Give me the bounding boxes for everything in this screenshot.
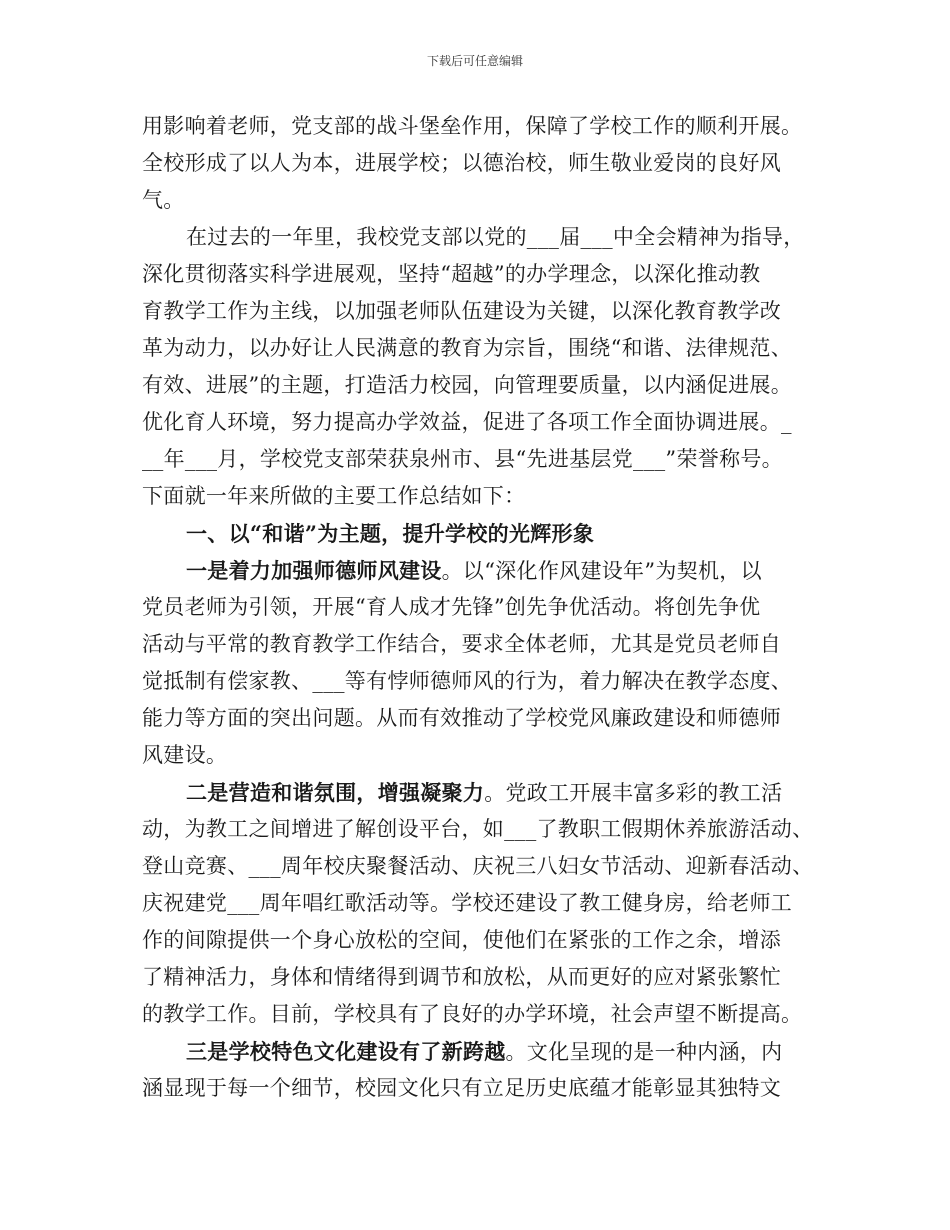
text-line bbox=[142, 1070, 781, 1107]
text-line bbox=[142, 922, 781, 959]
text-line bbox=[186, 774, 782, 811]
line-text: 有效、进展”的主题，打造活力校园，向管理要质量，以内涵促进展。 bbox=[142, 373, 793, 397]
text-line bbox=[142, 996, 802, 1033]
text-line bbox=[142, 182, 185, 219]
line-text: 。党政工开展丰富多彩的教工活 bbox=[484, 781, 783, 805]
text-line bbox=[142, 441, 783, 478]
line-text: 的教学工作。目前，学校具有了良好的办学环境，社会声望不断提高。 bbox=[142, 1002, 803, 1026]
line-text: __年___月，学校党支部荣获泉州市、县“先进基层党___”荣誉称号。 bbox=[142, 447, 783, 471]
text-line bbox=[186, 1033, 782, 1070]
text-line bbox=[142, 885, 792, 922]
line-text: 。文化呈现的是一种内涵，内 bbox=[505, 1040, 783, 1064]
page-header: 下载后可任意编辑 bbox=[426, 54, 523, 68]
text-line bbox=[142, 330, 792, 367]
line-text: 活动与平常的教育教学工作结合，要求全体老师，尤其是党员老师自 bbox=[142, 632, 781, 656]
line-text: 觉抵制有偿家教、___等有悖师德师风的行为，着力解决在教学态度、 bbox=[142, 669, 793, 693]
text-line bbox=[186, 219, 805, 256]
bold-lead-text: 一是着力加强师德师风建设 bbox=[186, 558, 442, 583]
text-line bbox=[142, 108, 802, 145]
text-line bbox=[142, 589, 760, 626]
line-text: 在过去的一年里，我校党支部以党的___届___中全会精神为指导， bbox=[186, 225, 805, 249]
line-text: 。以“深化作风建设年”为契机，以 bbox=[441, 559, 762, 583]
line-text: 作的间隙提供一个身心放松的空间，使他们在紧张的工作之余，增添 bbox=[142, 928, 781, 952]
bold-lead-text: 三是学校特色文化建设有了新跨越 bbox=[186, 1039, 506, 1064]
text-line bbox=[142, 811, 813, 848]
text-line bbox=[142, 959, 781, 996]
line-text: 庆祝建党___周年唱红歌活动等。学校还建设了教工健身房，给老师工 bbox=[142, 891, 793, 915]
line-text: 了精神活力，身体和情绪得到调节和放松，从而更好的应对紧张繁忙 bbox=[142, 965, 781, 989]
line-text: 涵显现于每一个细节，校园文化只有立足历史底蕴才能彰显其独特文 bbox=[142, 1076, 781, 1100]
text-line bbox=[142, 663, 792, 700]
line-text: 下面就一年来所做的主要工作总结如下： bbox=[142, 484, 526, 508]
line-text: 一、以“和谐”为主题，提升学校的光辉形象 bbox=[186, 521, 595, 546]
text-line bbox=[186, 515, 594, 552]
line-text: 气。 bbox=[142, 188, 185, 212]
text-line bbox=[142, 700, 781, 737]
line-text: 登山竞赛、___周年校庆聚餐活动、庆祝三八妇女节活动、迎新春活动、 bbox=[142, 854, 814, 878]
text-line bbox=[142, 478, 525, 515]
line-text: 全校形成了以人为本，进展学校；以德治校，师生敬业爱岗的良好风 bbox=[142, 151, 781, 175]
text-line bbox=[142, 145, 781, 182]
line-text: 深化贯彻落实科学进展观，坚持“超越”的办学理念，以深化推动教 bbox=[142, 262, 761, 286]
line-text: 革为动力，以办好让人民满意的教育为宗旨，围绕“和谐、法律规范、 bbox=[142, 336, 793, 360]
text-line bbox=[142, 404, 792, 441]
line-text: 党员老师为引领，开展“育人成才先锋”创先争优活动。将创先争优 bbox=[142, 595, 761, 619]
text-line bbox=[142, 293, 781, 330]
line-text: 育教学工作为主线，以加强老师队伍建设为关键，以深化教育教学改 bbox=[142, 299, 781, 323]
text-line bbox=[142, 737, 227, 774]
line-text: 动，为教工之间增进了解创设平台，如___了教职工假期休养旅游活动、 bbox=[142, 817, 814, 841]
line-text: 风建设。 bbox=[142, 743, 228, 767]
text-line bbox=[142, 256, 760, 293]
bold-lead-text: 二是营造和谐氛围，增强凝聚力 bbox=[186, 780, 485, 805]
line-text: 优化育人环境，努力提高办学效益，促进了各项工作全面协调进展。_ bbox=[142, 410, 792, 434]
text-line bbox=[186, 552, 762, 589]
line-text: 能力等方面的突出问题。从而有效推动了学校党风廉政建设和师德师 bbox=[142, 706, 781, 730]
text-line bbox=[142, 626, 781, 663]
line-text: 用影响着老师，党支部的战斗堡垒作用，保障了学校工作的顺利开展。 bbox=[142, 114, 803, 138]
text-line bbox=[142, 848, 813, 885]
text-line bbox=[142, 367, 792, 404]
